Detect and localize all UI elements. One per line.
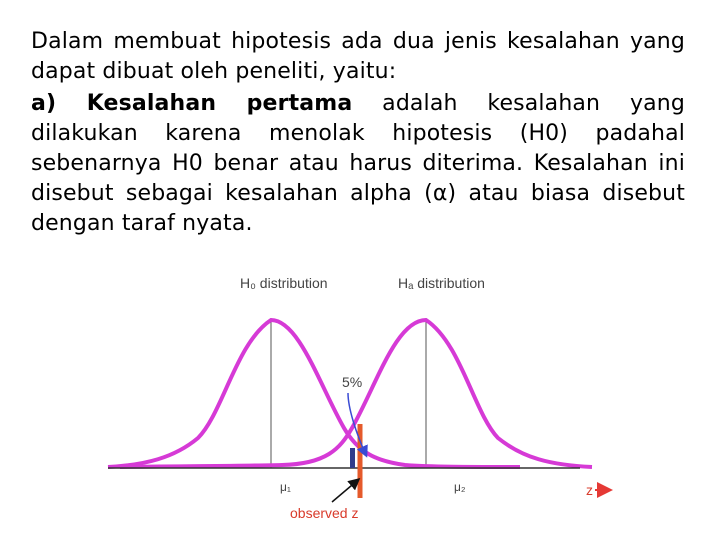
explanation-text xyxy=(31,27,685,239)
ha-distribution-label: Hₐ distribution xyxy=(398,275,485,291)
alpha-percent-label: 5% xyxy=(342,374,363,390)
type-one-error-heading: a) Kesalahan pertama xyxy=(31,91,353,116)
observed-z-label: observed z xyxy=(290,505,359,521)
z-axis-label: z xyxy=(586,482,593,498)
observed-z-arrow xyxy=(332,480,358,502)
distribution-plot xyxy=(100,268,620,530)
type-one-error-paragraph xyxy=(31,89,685,239)
type-one-error-description: adalah kesalahan yang dilakukan karena menolak hipotesis (H0) padahal sebenarnya H0 benar atau harus diterima. Kesalahan ini disebut sebagai kesalahan alpha (α) atau biasa disebut dengan taraf nyata. xyxy=(31,91,685,236)
hypothesis-distribution-figure xyxy=(100,268,620,530)
mu2-label: μ₂ xyxy=(454,480,466,494)
h0-distribution-label: H₀ distribution xyxy=(240,275,328,291)
h0-distribution-curve xyxy=(108,320,520,467)
alpha-tail-region xyxy=(350,448,355,468)
mu1-label: μ₁ xyxy=(280,480,291,494)
intro-paragraph: Dalam membuat hipotesis ada dua jenis kesalahan yang dapat dibuat oleh peneliti, yaitu: xyxy=(31,29,685,84)
